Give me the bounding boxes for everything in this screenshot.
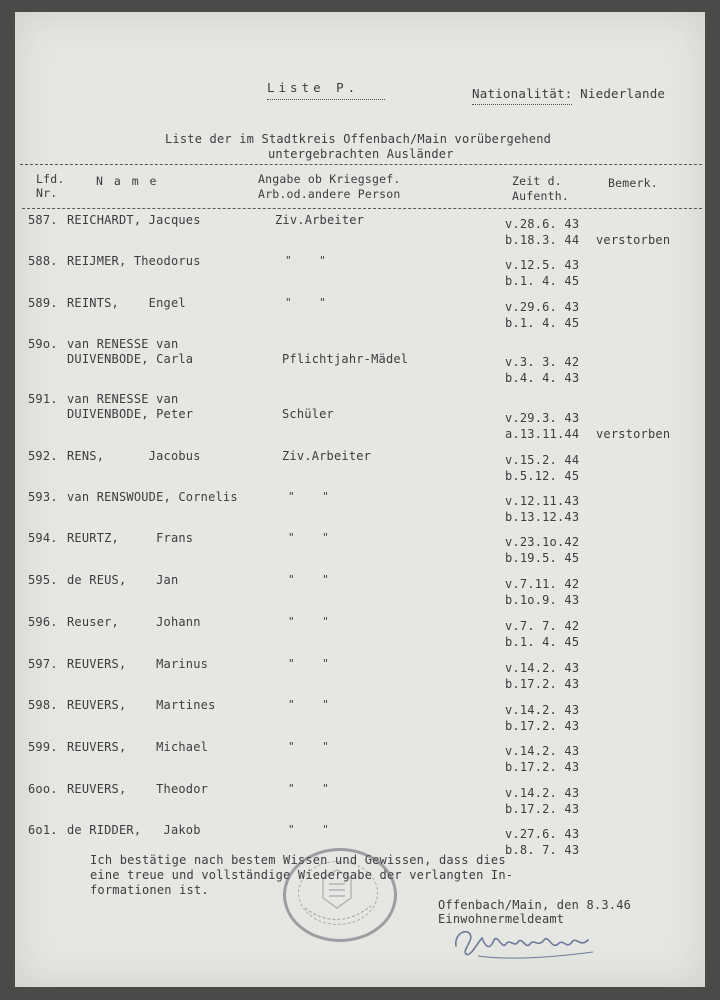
col-bemerk-header: Bemerk. [608,176,658,190]
col-lfd-header: Lfd. [36,172,65,186]
row-status: " " [288,823,329,836]
row-status: " " [285,296,326,309]
row-name: RENS, Jacobus [67,449,201,463]
row-to: b.17.2. 43 [505,677,580,691]
row-to: b.18.3. 44 [505,233,580,247]
row-name-cont: DUIVENBODE, Peter [67,407,194,421]
row-from: v.29.6. 43 [505,300,580,314]
row-status: Ziv.Arbeiter [275,213,365,227]
row-number: 599. [28,740,58,754]
row-from: v.12.11.43 [505,494,580,508]
col-name-header: N a m e [96,174,159,188]
row-name: REUVERS, Michael [67,740,209,754]
row-status: " " [288,740,329,753]
row-status: " " [288,573,329,586]
col-zeit-header-2: Aufenth. [512,189,569,203]
row-to: b.5.12. 45 [505,469,580,483]
row-status: " " [288,657,329,670]
row-number: 6oo. [28,782,58,796]
row-from: v.14.2. 43 [505,786,580,800]
row-number: 598. [28,698,58,712]
title-underline [267,99,385,100]
col-angabe-header-1: Angabe ob Kriegsgef. [258,172,401,186]
subtitle-line-2: untergebrachten Ausländer [268,147,454,161]
row-from: v.7.11. 42 [505,577,580,591]
row-number: 59o. [28,337,58,351]
row-name: REUVERS, Martines [67,698,216,712]
nationality-label: Nationalität: Niederlande [472,86,666,101]
row-name: van RENSWOUDE, Cornelis [67,490,238,504]
row-name: REIJMER, Theodorus [67,254,201,268]
row-from: v.7. 7. 42 [505,619,580,633]
place-date: Offenbach/Main, den 8.3.46 [438,898,632,912]
row-to: b.1. 4. 45 [505,274,580,288]
stamp-emblem-icon [283,848,391,936]
certification-line-1: Ich bestätige nach bestem Wissen und Gewissen, dass dies [90,853,506,867]
handwritten-signature [448,920,608,966]
row-from: v.14.2. 43 [505,703,580,717]
row-to: b.4. 4. 43 [505,371,580,385]
row-name: REINTS, Engel [67,296,186,310]
row-to: b.17.2. 43 [505,760,580,774]
row-name: REUVERS, Marinus [67,657,209,671]
row-number: 589. [28,296,58,310]
col-zeit-header-1: Zeit d. [512,174,562,188]
row-number: 594. [28,531,58,545]
nationality-underline [472,104,572,105]
row-status: Pflichtjahr-Mädel [282,352,409,366]
row-to: b.13.12.43 [505,510,580,524]
row-remark: verstorben [596,233,671,247]
row-to: b.17.2. 43 [505,802,580,816]
certification-line-2: eine treue und vollständige Wiedergabe der verlangten In- [90,868,514,882]
header-bottom-rule [22,208,702,209]
row-name: REUVERS, Theodor [67,782,209,796]
row-from: v.27.6. 43 [505,827,580,841]
row-name: van RENESSE van [67,337,179,351]
row-to: a.13.11.44 [505,427,580,441]
row-status: " " [285,254,326,267]
subtitle-line-1: Liste der im Stadtkreis Offenbach/Main vorübergehend [165,132,552,146]
row-to: b.1. 4. 45 [505,635,580,649]
row-to: b.19.5. 45 [505,551,580,565]
row-number: 587. [28,213,58,227]
row-to: b.1o.9. 43 [505,593,580,607]
row-name-cont: DUIVENBODE, Carla [67,352,194,366]
row-number: 588. [28,254,58,268]
row-from: v.12.5. 43 [505,258,580,272]
row-from: v.28.6. 43 [505,217,580,231]
row-number: 592. [28,449,58,463]
row-from: v.29.3. 43 [505,411,580,425]
issuing-office: Einwohnermeldeamt [438,912,565,926]
row-to: b.1. 4. 45 [505,316,580,330]
row-number: 595. [28,573,58,587]
row-from: v.23.1o.42 [505,535,580,549]
row-from: v.15.2. 44 [505,453,580,467]
row-number: 596. [28,615,58,629]
row-status: Ziv.Arbeiter [282,449,372,463]
row-name: van RENESSE van [67,392,179,406]
row-from: v.14.2. 43 [505,661,580,675]
row-status: Schüler [282,407,334,421]
row-from: v.14.2. 43 [505,744,580,758]
row-number: 591. [28,392,58,406]
row-name: REICHARDT, Jacques [67,213,201,227]
col-nr-header: Nr. [36,186,58,200]
row-status: " " [288,490,329,503]
page-title: Liste P. [267,80,360,95]
row-name: REURTZ, Frans [67,531,194,545]
certification-line-3: formationen ist. [90,883,209,897]
row-number: 6o1. [28,823,58,837]
col-angabe-header-2: Arb.od.andere Person [258,187,401,201]
row-status: " " [288,615,329,628]
row-from: v.3. 3. 42 [505,355,580,369]
row-remark: verstorben [596,427,671,441]
row-to: b.17.2. 43 [505,719,580,733]
header-top-rule [20,164,702,165]
row-to: b.8. 7. 43 [505,843,580,857]
row-status: " " [288,698,329,711]
row-number: 593. [28,490,58,504]
row-status: " " [288,782,329,795]
row-name: Reuser, Johann [67,615,201,629]
row-name: de REUS, Jan [67,573,179,587]
row-number: 597. [28,657,58,671]
official-stamp [283,848,397,942]
row-name: de RIDDER, Jakob [67,823,201,837]
row-status: " " [288,531,329,544]
